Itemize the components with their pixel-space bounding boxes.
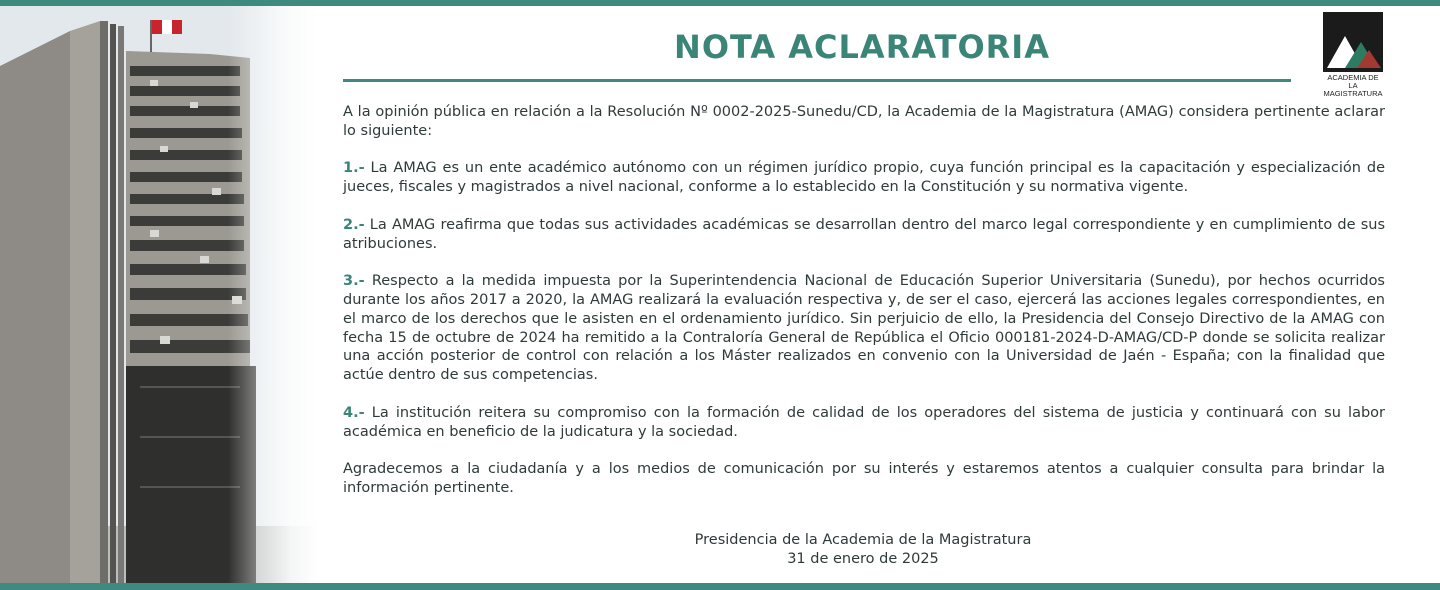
intro-paragraph: A la opinión pública en relación a la Resolución Nº 0002-2025-Sunedu/CD, la Academia de la Magistratura (AMAG) considera pertinente aclarar lo siguiente: <box>343 104 1385 139</box>
point-1 <box>343 159 1385 197</box>
title-divider <box>343 79 1291 82</box>
point-1-number: 1.- <box>343 160 365 177</box>
point-3 <box>343 272 1385 385</box>
point-3-text: Respecto a la medida impuesta por la Superintendencia Nacional de Educación Superior Universitaria (Sunedu), por hechos ocurridos durante los años 2017 a 2020, la AMAG realizará la evaluación respectiva y, de ser el caso, ejercerá las acciones legales correspondientes, en el marco de los derechos que le asisten en el ordenamiento jurídico. Sin perjuicio de ello, la Presidencia del Consejo Directivo de la AMAG con fecha 15 de octubre de 2024 ha remitido a la Contraloría General de República el Oficio 000181-2024-D-AMAG/CD-P donde se solicita realizar una acción posterior de control con relación a los Máster realizados en convenio con la Universidad de Jaén - España; con la finalidad que actúe dentro de sus competencias. <box>343 273 1385 384</box>
point-4-text: La institución reitera su compromiso con la formación de calidad de los operadores del sistema de justicia y continuará con su labor académica en beneficio de la judicatura y la sociedad. <box>343 404 1385 440</box>
point-4-number: 4.- <box>343 404 365 421</box>
point-1-text: La AMAG es un ente académico autónomo con un régimen jurídico propio, cuya función principal es la capacitación y especialización de jueces, fiscales y magistrados a nivel nacional, conforme a lo establecido en la Constitución y su normativa vigente. <box>343 160 1385 196</box>
logo-caption <box>1320 74 1386 98</box>
notice-body <box>343 103 1385 517</box>
point-2 <box>343 216 1385 254</box>
signature-issuer: Presidencia de la Academia de la Magistratura <box>694 532 1032 548</box>
building-photo <box>0 6 318 583</box>
bottom-accent-bar <box>0 583 1440 590</box>
signature-date: 31 de enero de 2025 <box>787 551 939 567</box>
amag-logo <box>1320 12 1386 98</box>
notice-panel <box>318 6 1440 583</box>
logo-caption-line2: LA MAGISTRATURA <box>1323 81 1383 98</box>
signature-block <box>318 531 1408 569</box>
logo-caption-line1: ACADEMIA DE <box>1327 73 1379 82</box>
point-3-number: 3.- <box>343 273 365 290</box>
logo-mark <box>1323 12 1383 72</box>
closing-paragraph: Agradecemos a la ciudadanía y a los medios de comunicación por su interés y estaremos atentos a cualquier consulta para brindar la información pertinente. <box>343 461 1385 496</box>
point-2-number: 2.- <box>343 216 365 233</box>
page-title: NOTA ACLARATORIA <box>674 28 1050 66</box>
point-2-text: La AMAG reafirma que todas sus actividades académicas se desarrollan dentro del marco legal correspondiente y en cumplimiento de sus atribuciones. <box>343 216 1385 252</box>
photo-fade <box>228 6 318 583</box>
logo-triangles-icon <box>1323 12 1383 72</box>
point-4 <box>343 404 1385 442</box>
